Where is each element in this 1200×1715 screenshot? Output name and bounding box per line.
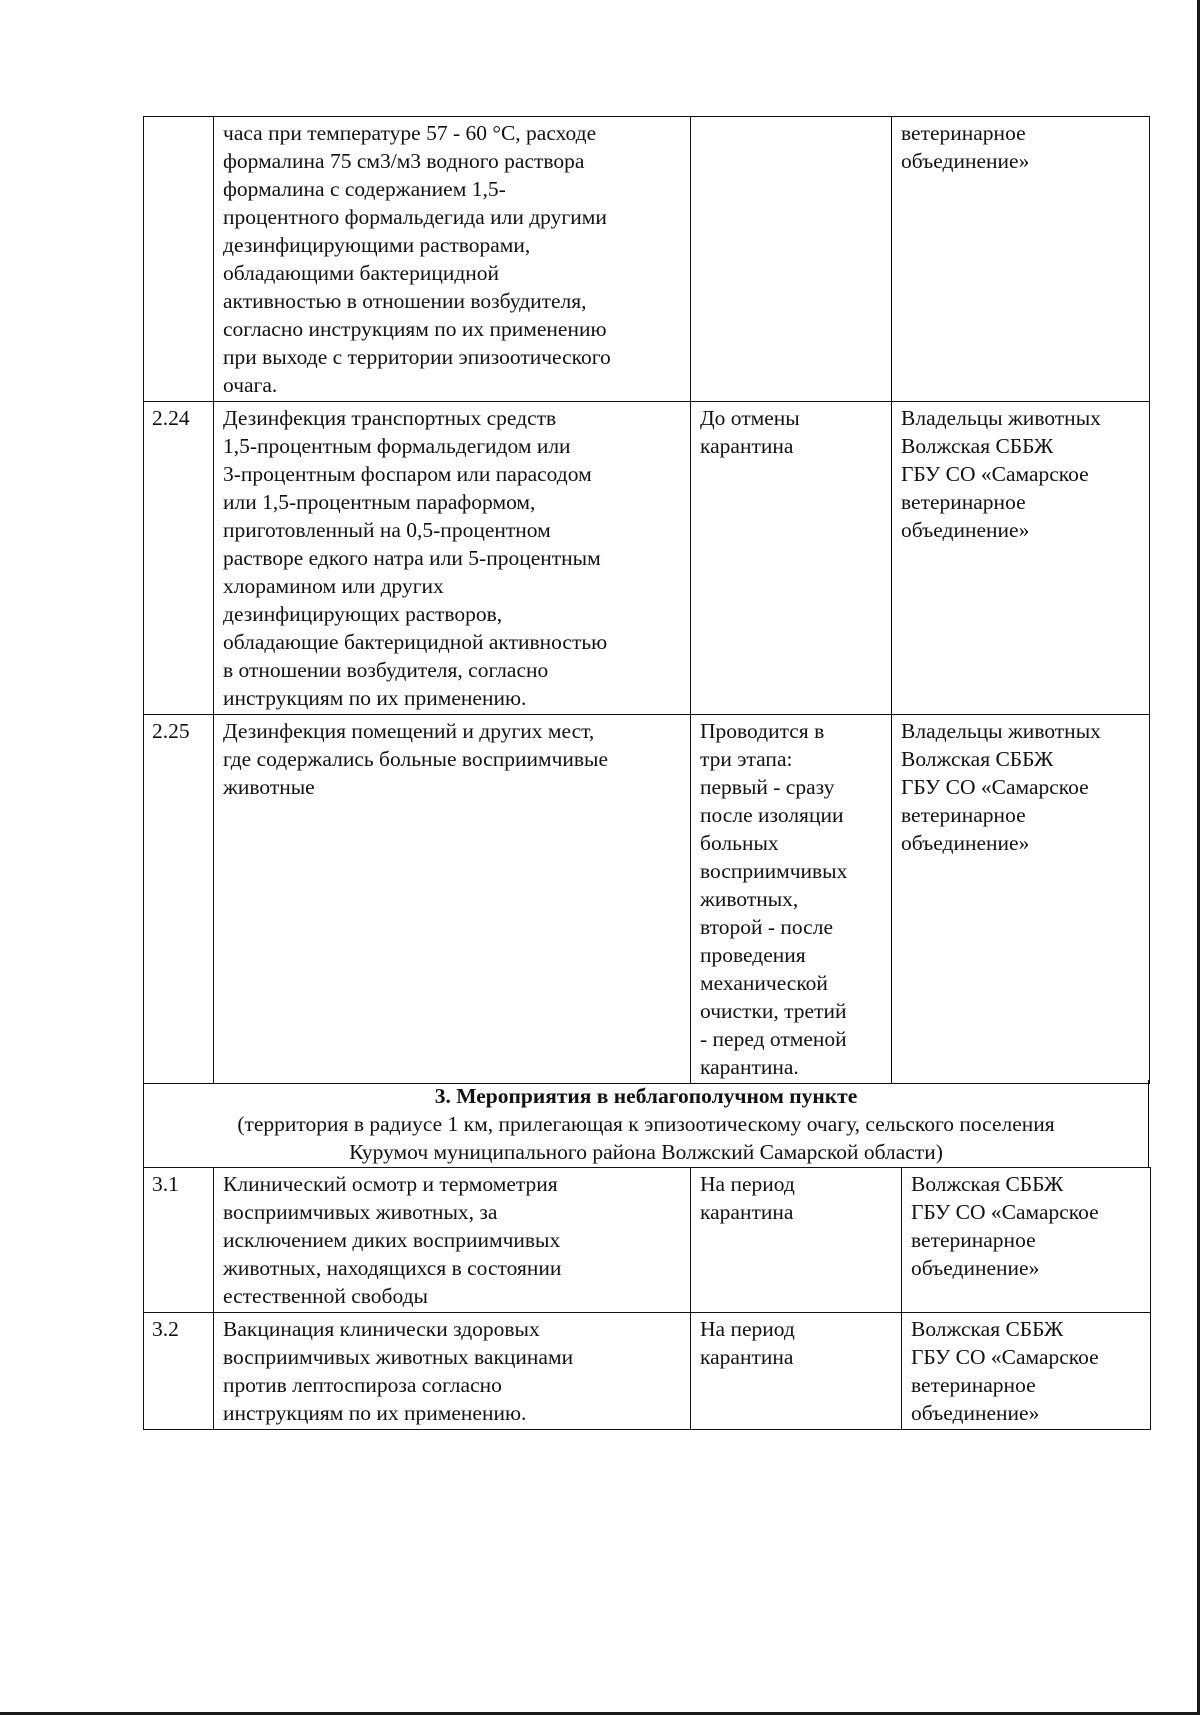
table-row xyxy=(144,1313,1151,1430)
measures-table-section-3 xyxy=(143,1167,1151,1430)
responsible-text: ветеринарное объединение» xyxy=(892,117,1150,402)
row-number: 3.2 xyxy=(144,1313,214,1430)
section-3-subtitle: (территория в радиусе 1 км, прилегающая к эпизоотическому очагу, сельского поселения Курумоч муниципального района Волжский Самарской области) xyxy=(237,1112,1055,1164)
term-text xyxy=(691,117,892,402)
section-3-title: 3. Мероприятия в неблагополучном пункте xyxy=(434,1084,858,1108)
row-number: 2.25 xyxy=(144,715,214,1084)
table-row xyxy=(144,117,1150,402)
measure-text: Вакцинация клинически здоровых восприимчивых животных вакцинами против лептоспироза согласно инструкциям по их применению. xyxy=(214,1313,691,1430)
row-number: 3.1 xyxy=(144,1168,214,1313)
term-text: На период карантина xyxy=(691,1313,902,1430)
row-number: 2.24 xyxy=(144,402,214,715)
term-text: На период карантина xyxy=(691,1168,902,1313)
table-row xyxy=(144,1168,1151,1313)
responsible-text: Владельцы животных Волжская СББЖ ГБУ СО «Самарское ветеринарное объединение» xyxy=(892,402,1150,715)
table-row xyxy=(144,715,1150,1084)
measure-text: Дезинфекция транспортных средств 1,5-процентным формальдегидом или 3-процентным фоспаром или парасодом или 1,5-процентным параформом, приготовленный на 0,5-процентном растворе едкого натра или 5-процентным хлорамином или других дезинфицирующих растворов, обладающие бактерицидной активностью в отношении возбудителя, согласно инструкциям по их применению. xyxy=(214,402,691,715)
measures-table-continued xyxy=(143,116,1150,1084)
table-row xyxy=(144,402,1150,715)
term-text: Проводится в три этапа: первый - сразу после изоляции больных восприимчивых животных, второй - после проведения механической очистки, третий - перед отменой карантина. xyxy=(691,715,892,1084)
responsible-text: Волжская СББЖ ГБУ СО «Самарское ветеринарное объединение» xyxy=(902,1313,1151,1430)
measure-text: Клинический осмотр и термометрия восприимчивых животных, за исключением диких восприимчивых животных, находящихся в состоянии естественной свободы xyxy=(214,1168,691,1313)
measure-text: часа при температуре 57 - 60 °С, расходе формалина 75 см3/м3 водного раствора формалина с содержанием 1,5- процентного формальдегида или другими дезинфицирующими растворами, обладающими бактерицидной активностью в отношении возбудителя, согласно инструкциям по их применению при выходе с территории эпизоотического очага. xyxy=(214,117,691,402)
measure-text: Дезинфекция помещений и других мест, где содержались больные восприимчивые животные xyxy=(214,715,691,1084)
responsible-text: Волжская СББЖ ГБУ СО «Самарское ветеринарное объединение» xyxy=(902,1168,1151,1313)
term-text: До отмены карантина xyxy=(691,402,892,715)
row-number xyxy=(144,117,214,402)
responsible-text: Владельцы животных Волжская СББЖ ГБУ СО «Самарское ветеринарное объединение» xyxy=(892,715,1150,1084)
section-3-header xyxy=(143,1080,1149,1167)
